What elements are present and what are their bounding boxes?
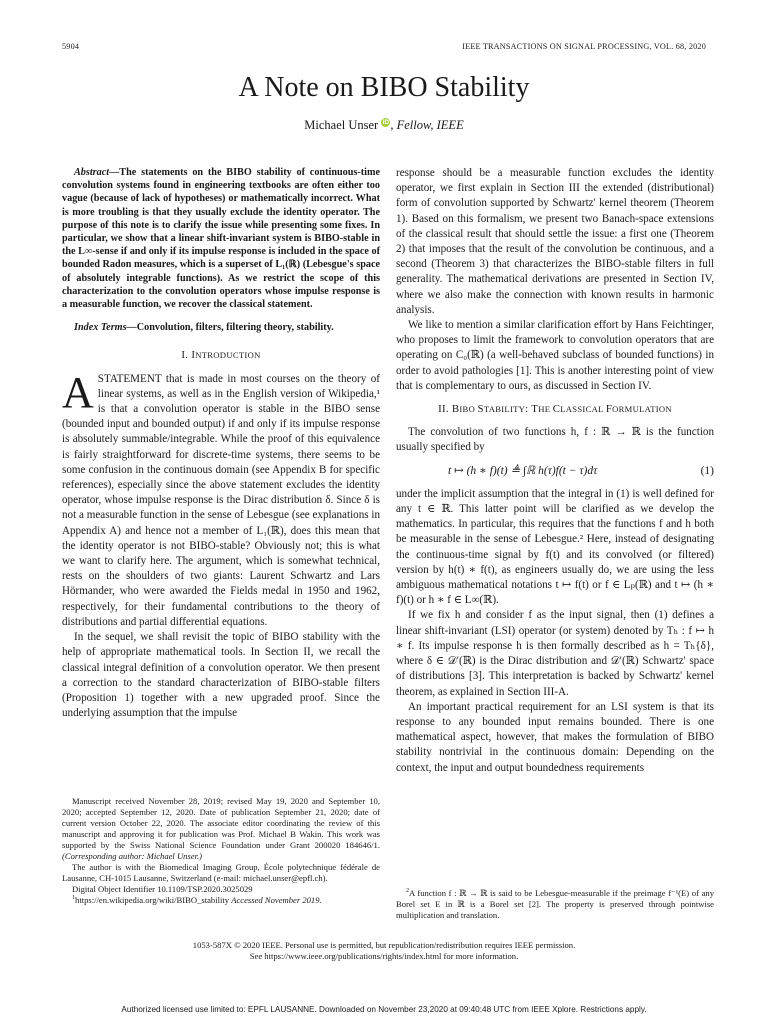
right-paragraph-2: We like to mention a similar clarification effort by Hans Feichtinger, who proposes to limit the framework to convolution operators that are operating on C₀(ℝ) (a well-behaved subclass of bounded functions) in order to avoid pathologies [1]. This is another interesting point of view that is complementary to ours, as discussed in Section IV. bbox=[396, 319, 714, 392]
section-heading-bibo-stability: II. BIBO STABILITY: THE CLASSICAL FORMULATION bbox=[438, 403, 672, 416]
right-footnotes bbox=[396, 888, 714, 921]
copyright-line-2: See https://www.ieee.org/publications/rights/index.html for more information. bbox=[249, 951, 519, 961]
copyright-notice bbox=[0, 940, 768, 962]
section2-paragraph-1: The convolution of two functions h, f : ℝ → ℝ is the function usually specified by bbox=[396, 426, 714, 454]
license-banner: Authorized licensed use limited to: EPFL LAUSANNE. Downloaded on November 23,2020 at 09:40:48 UTC from IEEE Xplore. Restrictions apply. bbox=[121, 1005, 647, 1014]
running-header bbox=[62, 42, 706, 51]
abstract bbox=[62, 166, 380, 311]
right-column bbox=[396, 166, 714, 776]
section-heading-introduction: I. INTRODUCTION bbox=[181, 349, 261, 362]
orcid-icon[interactable]: iD bbox=[382, 119, 390, 126]
footnote-1-link[interactable]: https://en.wikipedia.org/wiki/BIBO_stability bbox=[75, 895, 230, 905]
equation-body: t ↦ (h ∗ f)(t) ≜ ∫ℝ h(τ)f(t − τ)dτ bbox=[448, 464, 598, 477]
author-line: Michael Unser iD, Fellow, IEEE bbox=[304, 118, 464, 132]
footnote-2: $^2$A function f : ℝ → ℝ is said to be Lebesgue-measurable if the preimage f⁻¹(E) of any Borel set E in ℝ is a Borel set [2]. The property is preserved through pointwise multiplication and translation. bbox=[396, 888, 714, 920]
intro-paragraph-1: ASTATEMENT that is made in most courses on the theory of linear systems, as well as in the English version of Wikipedia,¹ is that a convolution operator is stable in the BIBO sense (bounded input and bounded output) if and only if its impulse response is absolutely summable/integrable. While the proof of this equivalence is fairly straightforward for discrete-time systems, there seems to be some confusion in the continuous domain (see Appendix B for specific references), especially since the above statement excludes the identity operator, whose impulse response is the Dirac distribution δ. Since δ is not a measurable function in the sense of Lebesgue (see explanations in Appendix A) and hence not a member of L₁(ℝ), does this mean that the identity operator is not BIBO-stable? Obviously not; this is what we want to clarify here. The argument, which is somewhat technical, rests on the shoulders of two giants: Laurent Schwartz and Lars Hörmander, who were awarded the Fields medal in 1950 and 1962, respectively, for their fundamental contributions to the theory of distributions and partial differential equations. bbox=[62, 367, 380, 628]
copyright-line-1: 1053-587X © 2020 IEEE. Personal use is permitted, but republication/redistribution requires IEEE permission. bbox=[192, 940, 576, 950]
equation-1 bbox=[396, 464, 714, 479]
intro-paragraph-2: In the sequel, we shall revisit the topic of BIBO stability with the help of appropriate mathematical tools. In Section II, we recall the classical integral definition of a convolution operator. We then present a correction to the standard characterization of BIBO-stable filters (Proposition 1) together with a new upgraded proof. Since the underlying assumption that the impulse bbox=[62, 631, 380, 720]
doi-note: Digital Object Identifier 10.1109/TSP.2020.3025029 bbox=[72, 884, 253, 894]
equation-number: (1) bbox=[700, 464, 714, 477]
footnote-1: $^1$https://en.wikipedia.org/wiki/BIBO_stability Accessed November 2019. bbox=[72, 895, 322, 905]
abstract-text: The statements on the BIBO stability of continuous-time convolution systems found in engineering textbooks are often either too vague (because of lack of hypotheses) or mathematically incorrect. What is more troubling is that they usually exclude the identity operator. The purpose of this note is to clarify the issue while presenting some fixes. In particular, we show that a linear shift-invariant system is BIBO-stable in the L∞-sense if and only if its impulse response is included in the space of bounded Radon measures, which is a superset of L₁(ℝ) (Lebesgue's space of absolutely integrable functions). As we restrict the scope of this characterization to the convolution operators whose impulse response is a measurable function, we recover the classical statement. bbox=[62, 167, 380, 311]
section2-paragraph-2: under the implicit assumption that the integral in (1) is well defined for any t ∈ ℝ. This latter point will be clarified as we develop the mathematics. In particular, this requires that the functions f and h both be measurable in the sense of Lebesgue.² Here, instead of designating the continuous-time signal by f(t) and its convolved (or filtered) version by h(t) ∗ f(t), as engineers usually do, we are using the less ambiguous mathematical notations t ↦ f(t) or f ∈ Lₚ(ℝ) and t ↦ (h ∗ f)(t) or h ∗ f ∈ L∞(ℝ). bbox=[396, 487, 714, 607]
author-name: Michael Unser bbox=[304, 118, 379, 132]
author-title: Fellow, IEEE bbox=[396, 118, 464, 132]
paper-title: A Note on BIBO Stability bbox=[238, 72, 530, 103]
manuscript-note: Manuscript received November 28, 2019; revised May 19, 2020 and September 10, 2020; accepted September 12, 2020. Date of publication September 21, 2020; date of current version October 22, 2020. The associate editor coordinating the review of this manuscript and approving it for publication was Prof. Michael B Wakin. This work was supported by the Swiss National Science Foundation under Grant 200020 184646/1. (Corresponding author: Michael Unser.) bbox=[62, 796, 380, 861]
section2-paragraph-4: An important practical requirement for an LSI system is that its response to any bounded input remains bounded. There is one mathematical aspect, however, that makes the formulation of BIBO stability nontrivial in the continuous domain: Depending on the context, the input and output boundedness requirements bbox=[396, 700, 714, 774]
left-column bbox=[62, 166, 380, 721]
corresponding-author: (Corresponding author: Michael Unser.) bbox=[62, 851, 203, 861]
index-terms-text: Convolution, filters, filtering theory, stability. bbox=[136, 322, 334, 334]
index-terms-lead: Index Terms— bbox=[74, 322, 137, 334]
abstract-lead: Abstract— bbox=[74, 167, 120, 178]
section2-paragraph-3: If we fix h and consider f as the input signal, then (1) defines a linear shift-invariant (LSI) operator (or system) denoted by Tₕ : f ↦ h ∗ f. Its impulse response h is then formally described as h = Tₕ{δ}, where δ ∈ 𝒟′(ℝ) is the Dirac distribution and 𝒟′(ℝ) Schwartz' space of distributions [3]. This interpretation is backed by Schwartz' kernel theorem, as explained in Section III-A. bbox=[396, 609, 714, 698]
drop-cap: A bbox=[62, 367, 94, 417]
index-terms bbox=[62, 321, 380, 334]
right-paragraph-1: response should be a measurable function excludes the identity operator, we first explain in Section III the extended (distributional) form of convolution supported by Schwartz' kernel theorem (Theorem 1). Based on this formalism, we present two Banach-space extensions of the classical result that should settle the issue: a first one (Theorem 2) that imposes that the result of the convolution be continuous, and a second (Theorem 3) that characterizes the BIBO-stable filters in full generality. The mathematical derivations are presented in Section IV, where we also make the connection with known results in harmonic analysis. bbox=[396, 167, 714, 316]
journal-name: IEEE TRANSACTIONS ON SIGNAL PROCESSING, VOL. 68, 2020 bbox=[462, 42, 706, 51]
affiliation-note: The author is with the Biomedical Imaging Group, École polytechnique fédérale de Lausanne, CH-1015 Lausanne, Switzerland (e-mail: michael.unser@epfl.ch). bbox=[62, 862, 380, 883]
page-number: 5904 bbox=[62, 42, 80, 51]
left-footnotes bbox=[62, 796, 380, 906]
